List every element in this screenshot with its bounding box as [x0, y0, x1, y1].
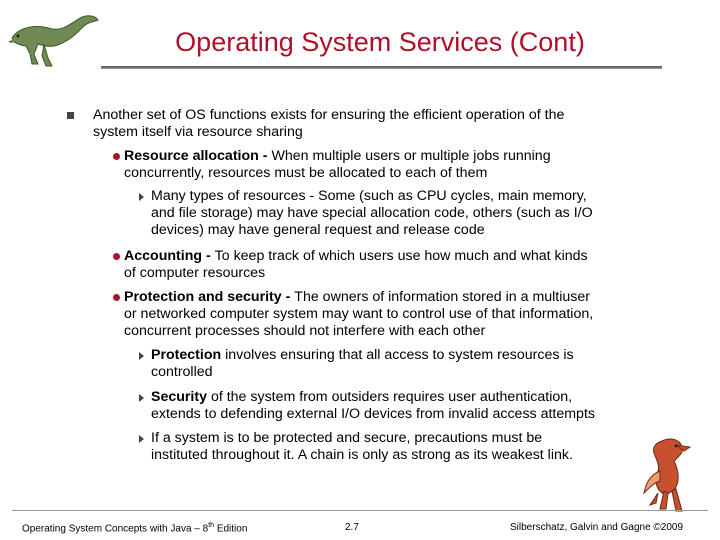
- list-item-security: [151, 389, 595, 423]
- triangle-bullet-icon: [139, 193, 144, 201]
- triangle-bullet-icon: [139, 435, 144, 443]
- list-item-resource-allocation: [124, 148, 551, 182]
- footer-book-text: Operating System Concepts with Java – 8: [22, 523, 209, 535]
- item-text: of the system from outsiders requires user authentication,: [207, 389, 573, 405]
- item-heading: Resource allocation -: [124, 148, 272, 164]
- list-item-protection: [151, 347, 574, 381]
- list-item-protection-security: [124, 289, 593, 340]
- text-line: [124, 148, 551, 165]
- item-text: The owners of information stored in a multiuser: [294, 289, 591, 305]
- text-line: extends to defending external I/O devices from invalid access attempts: [151, 406, 595, 422]
- dinosaur-icon: [640, 435, 700, 517]
- text-line: [151, 389, 595, 406]
- text-line: instituted throughout it. A chain is only as strong as its weakest link.: [151, 447, 573, 463]
- list-item-intro: [93, 107, 564, 141]
- item-heading: Protection: [151, 347, 222, 363]
- footer-divider: [12, 510, 708, 511]
- triangle-bullet-icon: [139, 352, 144, 360]
- list-item-resource-types: [151, 188, 593, 239]
- circle-bullet-icon: [113, 294, 120, 301]
- text-line: [124, 289, 593, 306]
- square-bullet-icon: [67, 112, 74, 119]
- text-line: concurrent processes should not interfere with each other: [124, 323, 486, 339]
- item-text: When multiple users or multiple jobs running: [271, 148, 551, 164]
- text-line: If a system is to be protected and secure, precautions must be: [151, 430, 543, 446]
- text-line: system itself via resource sharing: [93, 124, 303, 140]
- text-line: [124, 248, 588, 265]
- text-line: devices) may have general request and release code: [151, 222, 485, 238]
- circle-bullet-icon: [113, 253, 120, 260]
- item-heading: Security: [151, 389, 207, 405]
- text-line: Many types of resources - Some (such as CPU cycles, main memory,: [151, 188, 587, 204]
- text-line: [151, 347, 574, 364]
- text-line: of computer resources: [124, 265, 266, 281]
- text-line: or networked computer system may want to control use of that information,: [124, 306, 594, 322]
- slide-title: Operating System Services (Cont): [175, 27, 585, 57]
- triangle-bullet-icon: [139, 394, 144, 402]
- text-line: controlled: [151, 364, 213, 380]
- list-item-chain: [151, 430, 573, 464]
- item-text: To keep track of which users use how much and what kinds: [214, 248, 588, 264]
- item-heading: Protection and security -: [124, 289, 295, 305]
- text-line: and file storage) may have special allocation code, others (such as I/O: [151, 205, 593, 221]
- footer-book-title: [22, 522, 247, 534]
- footer-page-number: 2.7: [345, 522, 359, 533]
- circle-bullet-icon: [113, 153, 120, 160]
- list-item-accounting: [124, 248, 588, 282]
- footer-book-sup: th: [208, 522, 215, 529]
- footer-copyright: Silberschatz, Galvin and Gagne ©2009: [510, 522, 684, 533]
- text-line: concurrently, resources must be allocated to each of them: [124, 165, 488, 181]
- item-heading: Accounting -: [124, 248, 215, 264]
- footer-book-suffix: Edition: [214, 523, 248, 535]
- item-text: involves ensuring that all access to system resources is: [221, 347, 574, 363]
- text-line: Another set of OS functions exists for ensuring the efficient operation of the: [93, 107, 565, 123]
